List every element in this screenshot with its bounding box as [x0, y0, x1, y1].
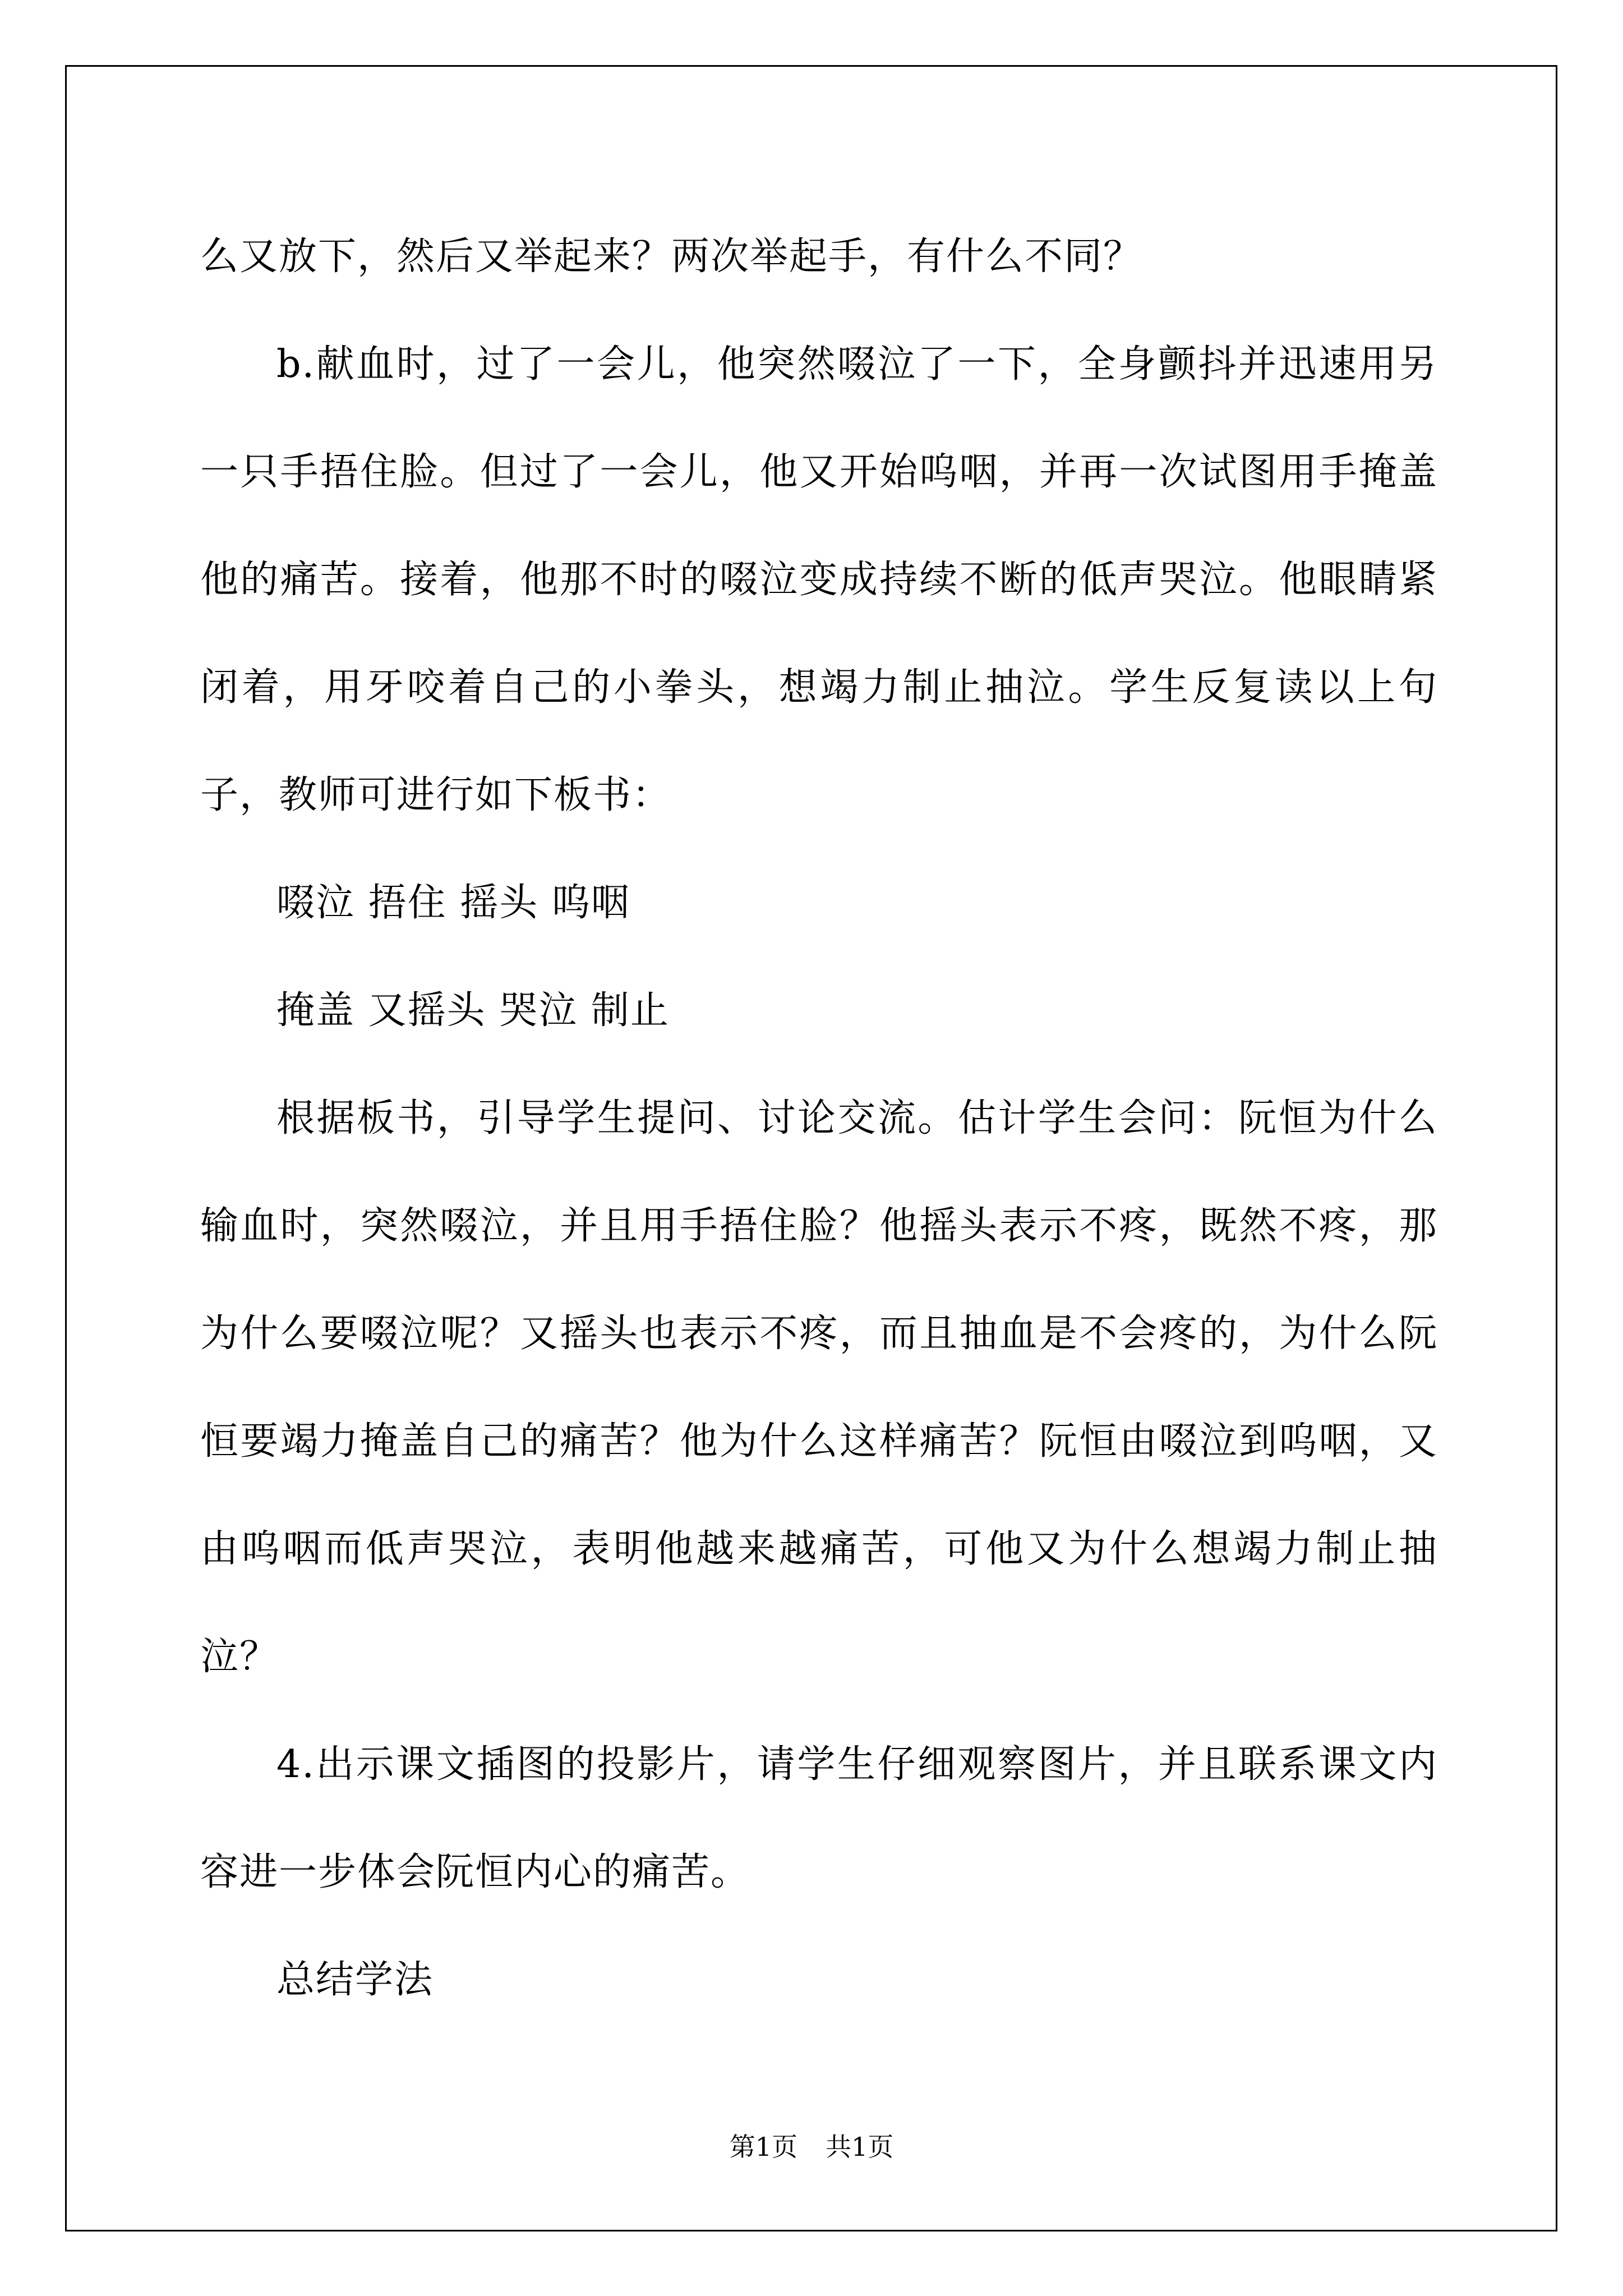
page-number-current: 第1页	[729, 2132, 797, 2162]
paragraph-1: 么又放下，然后又举起来？两次举起手，有什么不同？	[200, 234, 1143, 279]
page-number-total: 共1页	[826, 2132, 894, 2162]
paragraph-2: b.献血时，过了一会儿，他突然啜泣了一下，全身颤抖并迅速用另一只手捂住脸。但过了一会儿，他又开始呜咽，并再一次试图用手掩盖他的痛苦。接着，他那不时的啜泣变成持续不断的低声哭泣。他眼睛紧闭着，用牙咬着自己的小拳头，想竭力制止抽泣。学生反复读以上句子，教师可进行如下板书：	[200, 342, 1438, 817]
page-footer	[0, 2130, 1623, 2164]
document-body	[200, 203, 1438, 2034]
board-line-2: 掩盖 又摇头 哭泣 制止	[276, 988, 670, 1033]
paragraph-3: 根据板书，引导学生提问、讨论交流。估计学生会问：阮恒为什么输血时，突然啜泣，并且用手捂住脸？他摇头表示不疼，既然不疼，那为什么要啜泣呢？又摇头也表示不疼，而且抽血是不会疼的，为什么阮恒要竭力掩盖自己的痛苦？他为什么这样痛苦？阮恒由啜泣到呜咽，又由呜咽而低声哭泣，表明他越来越痛苦，可他又为什么想竭力制止抽泣？	[200, 1096, 1438, 1679]
board-line-1: 啜泣 捂住 摇头 呜咽	[276, 881, 630, 925]
section-heading: 总结学法	[276, 1958, 434, 2002]
paragraph-4: 4.出示课文插图的投影片，请学生仔细观察图片，并且联系课文内容进一步体会阮恒内心的痛苦。	[200, 1742, 1438, 1894]
